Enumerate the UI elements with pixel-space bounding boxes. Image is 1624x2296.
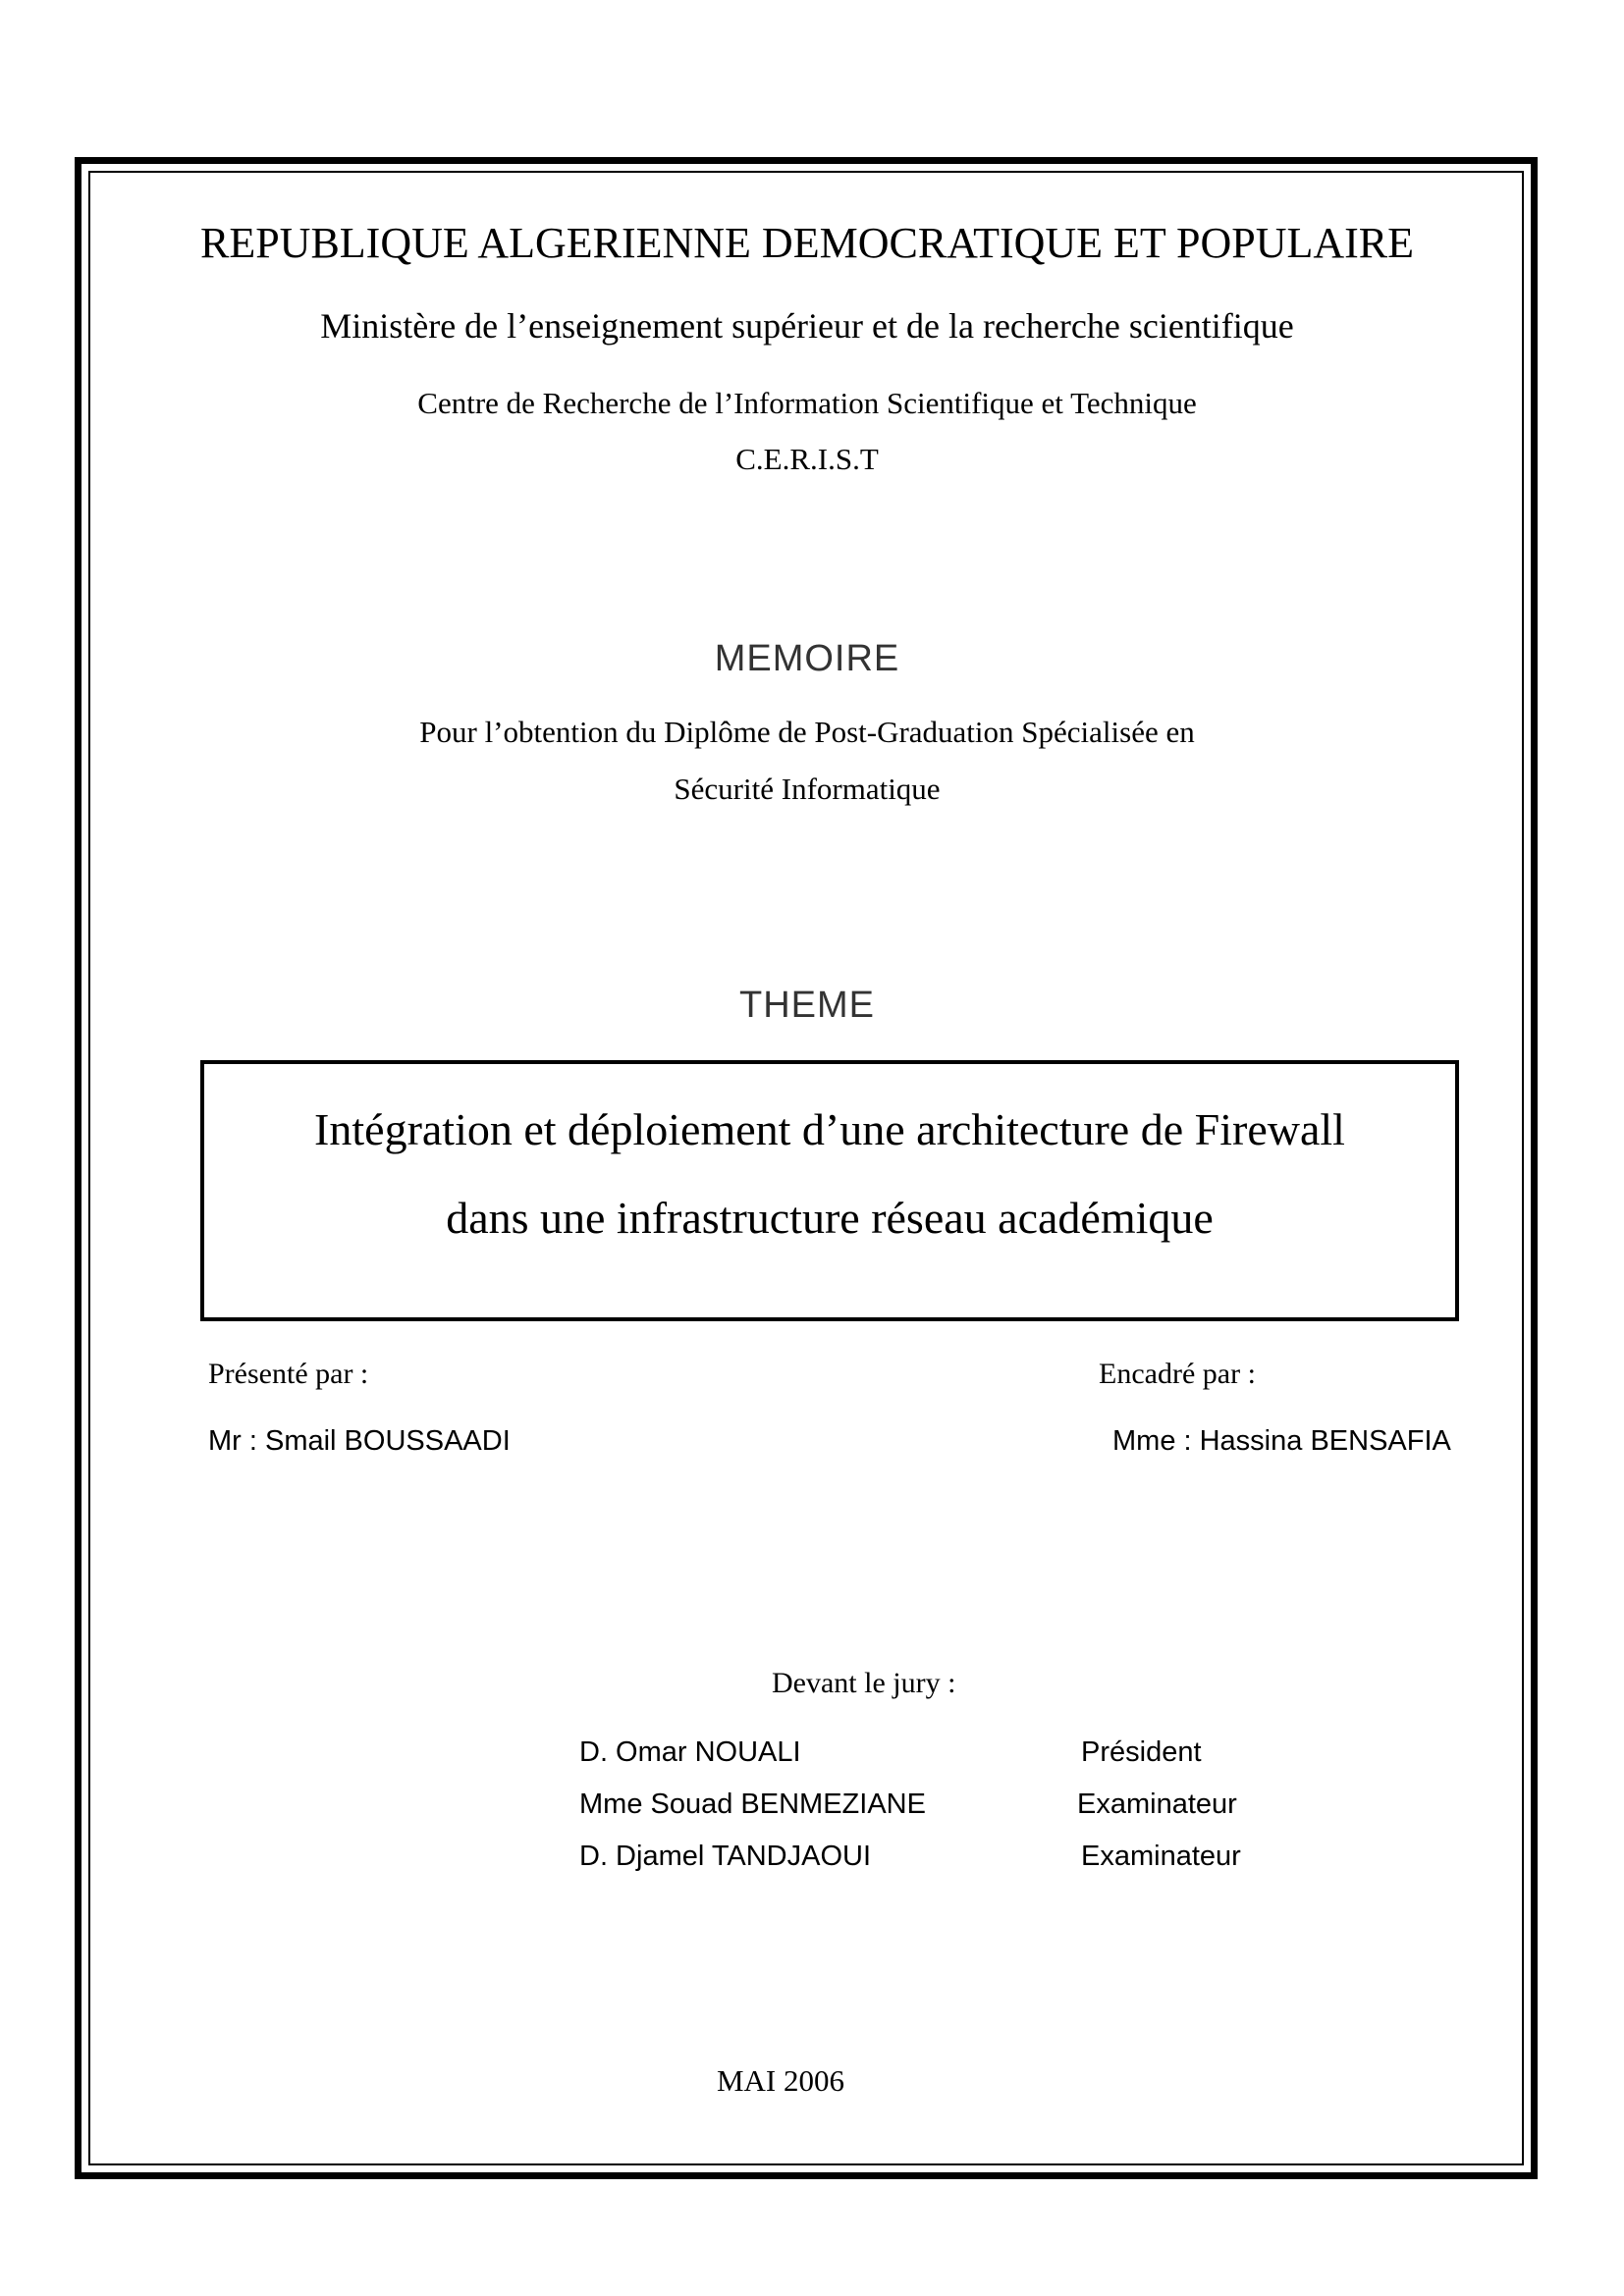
theme-label: THEME [739,985,875,1026]
submission-date: MAI 2006 [716,2063,845,2098]
ministry-heading: Ministère de l’enseignement supérieur et de la recherche scientifique [320,306,1294,346]
jury-label: Devant le jury : [772,1667,956,1699]
supervisor-name: Mme : Hassina BENSAFIA [1112,1425,1451,1457]
research-centre-name: Centre de Recherche de l’Information Scientifique et Technique [417,386,1197,420]
thesis-title-line-1: Intégration et déploiement d’une architecture de Firewall [314,1104,1345,1154]
jury-member-role: Président [1081,1736,1202,1768]
thesis-title-box [200,1060,1459,1321]
jury-member-name: Mme Souad BENMEZIANE [579,1789,926,1820]
research-centre-acronym: C.E.R.I.S.T [735,442,879,476]
diploma-purpose-line-2: Sécurité Informatique [674,772,941,806]
republic-heading: REPUBLIQUE ALGERIENNE DEMOCRATIQUE ET POPULAIRE [199,219,1415,267]
thesis-title-line-2: dans une infrastructure réseau académique [446,1193,1214,1243]
jury-member-role: Examinateur [1081,1841,1241,1872]
memoire-label: MEMOIRE [714,638,900,679]
supervised-by-label: Encadré par : [1099,1358,1256,1390]
diploma-purpose-line-1: Pour l’obtention du Diplôme de Post-Graduation Spécialisée en [419,715,1195,749]
jury-member-name: D. Djamel TANDJAOUI [579,1841,872,1872]
presented-by-label: Présenté par : [208,1358,369,1390]
jury-member-name: D. Omar NOUALI [579,1736,801,1768]
jury-member-role: Examinateur [1077,1789,1237,1820]
author-name: Mr : Smail BOUSSAADI [208,1425,511,1457]
